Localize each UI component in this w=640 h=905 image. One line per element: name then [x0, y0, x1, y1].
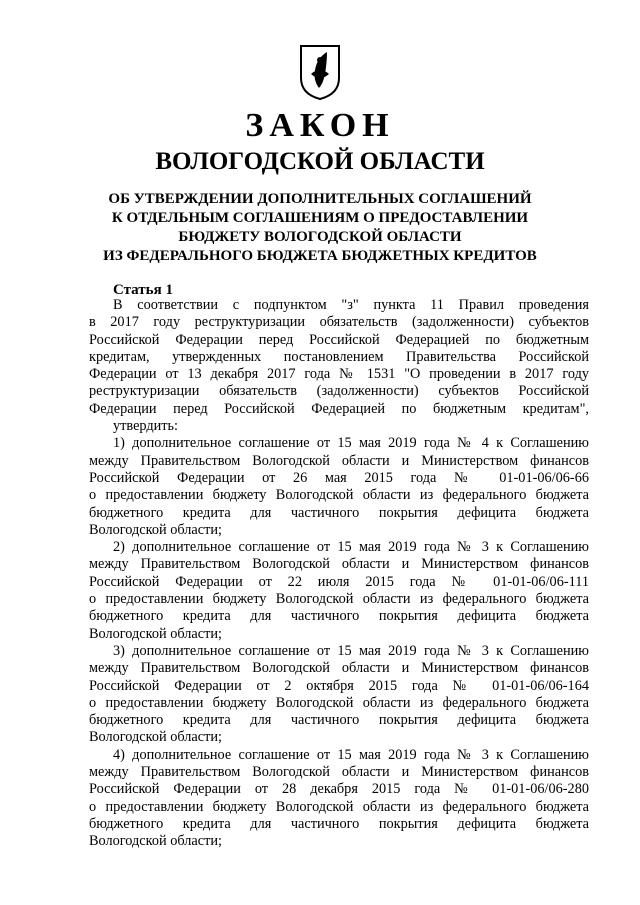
body-line: 4) дополнительное соглашение от 15 мая 2019 года № 3 к Соглашению [113, 746, 589, 763]
body-line: бюджетного кредита для частичного покрытия дефицита бюджета [89, 815, 589, 832]
article-heading: Статья 1 [113, 282, 173, 298]
body-line: Российской Федерации перед Российской Федерацией по бюджетным [89, 331, 589, 348]
body-line: между Правительством Вологодской области и Министерством финансов [89, 556, 589, 573]
body-line: Вологодской области; [89, 833, 222, 850]
body-line: Федерации от 13 декабря 2017 года № 1531 "О проведении в 2017 году [89, 366, 589, 383]
body-line: 3) дополнительное соглашение от 15 мая 2019 года № 3 к Соглашению [113, 642, 589, 659]
body-line: между Правительством Вологодской области и Министерством финансов [89, 660, 589, 677]
law-subject [0, 190, 640, 266]
body-line: в 2017 году реструктуризации обязательств (задолженности) субъектов [89, 314, 589, 331]
body-line: Вологодской области; [89, 729, 222, 746]
body-line: о предоставлении бюджету Вологодской области из федерального бюджета [89, 798, 589, 815]
body-line: Вологодской области; [89, 625, 222, 642]
body-line: Российской Федерации от 2 октября 2015 года № 01-01-06/06-164 [89, 677, 589, 694]
body-line: бюджетного кредита для частичного покрытия дефицита бюджета [89, 712, 589, 729]
subject-line: ИЗ ФЕДЕРАЛЬНОГО БЮДЖЕТА БЮДЖЕТНЫХ КРЕДИТОВ [103, 248, 537, 264]
body-line: между Правительством Вологодской области и Министерством финансов [89, 764, 589, 781]
subject-line: БЮДЖЕТУ ВОЛОГОДСКОЙ ОБЛАСТИ [178, 229, 462, 245]
body-line: бюджетного кредита для частичного покрытия дефицита бюджета [89, 608, 589, 625]
body-line: 2) дополнительное соглашение от 15 мая 2019 года № 3 к Соглашению [113, 539, 589, 556]
body-line: о предоставлении бюджету Вологодской области из федерального бюджета [89, 487, 589, 504]
body-line: Российской Федерации от 22 июля 2015 года № 01-01-06/06-111 [89, 573, 589, 590]
body-line: утвердить: [113, 418, 179, 435]
body-line: о предоставлении бюджету Вологодской области из федерального бюджета [89, 591, 589, 608]
body-line: Российской Федерации от 26 мая 2015 года № 01-01-06/06-66 [89, 469, 589, 486]
body-line: о предоставлении бюджету Вологодской области из федерального бюджета [89, 694, 589, 711]
body-line: реструктуризации обязательств (задолженности) субъектов Российской [89, 383, 589, 400]
law-title: ЗАКОН [245, 107, 395, 144]
body-line: Российской Федерации от 28 декабря 2015 года № 01-01-06/06-280 [89, 781, 589, 798]
body-line: кредитам, утвержденных постановлением Правительства Российской [89, 348, 589, 365]
body-line: между Правительством Вологодской области и Министерством финансов [89, 452, 589, 469]
subject-line: К ОТДЕЛЬНЫМ СОГЛАШЕНИЯМ О ПРЕДОСТАВЛЕНИИ [111, 210, 529, 226]
coat-of-arms-emblem [299, 44, 341, 100]
body-line: Федерации перед Российской Федерацией по бюджетным кредитам", [89, 400, 589, 417]
body-line: В соответствии с подпунктом "з" пункта 11 Правил проведения [113, 297, 589, 313]
body-line: бюджетного кредита для частичного покрытия дефицита бюджета [89, 504, 589, 521]
body-line: Вологодской области; [89, 521, 222, 538]
region-title: ВОЛОГОДСКОЙ ОБЛАСТИ [155, 148, 485, 175]
subject-line: ОБ УТВЕРЖДЕНИИ ДОПОЛНИТЕЛЬНЫХ СОГЛАШЕНИЙ [108, 191, 532, 207]
body-line: 1) дополнительное соглашение от 15 мая 2019 года № 4 к Соглашению [113, 435, 589, 452]
article-body [89, 297, 589, 851]
